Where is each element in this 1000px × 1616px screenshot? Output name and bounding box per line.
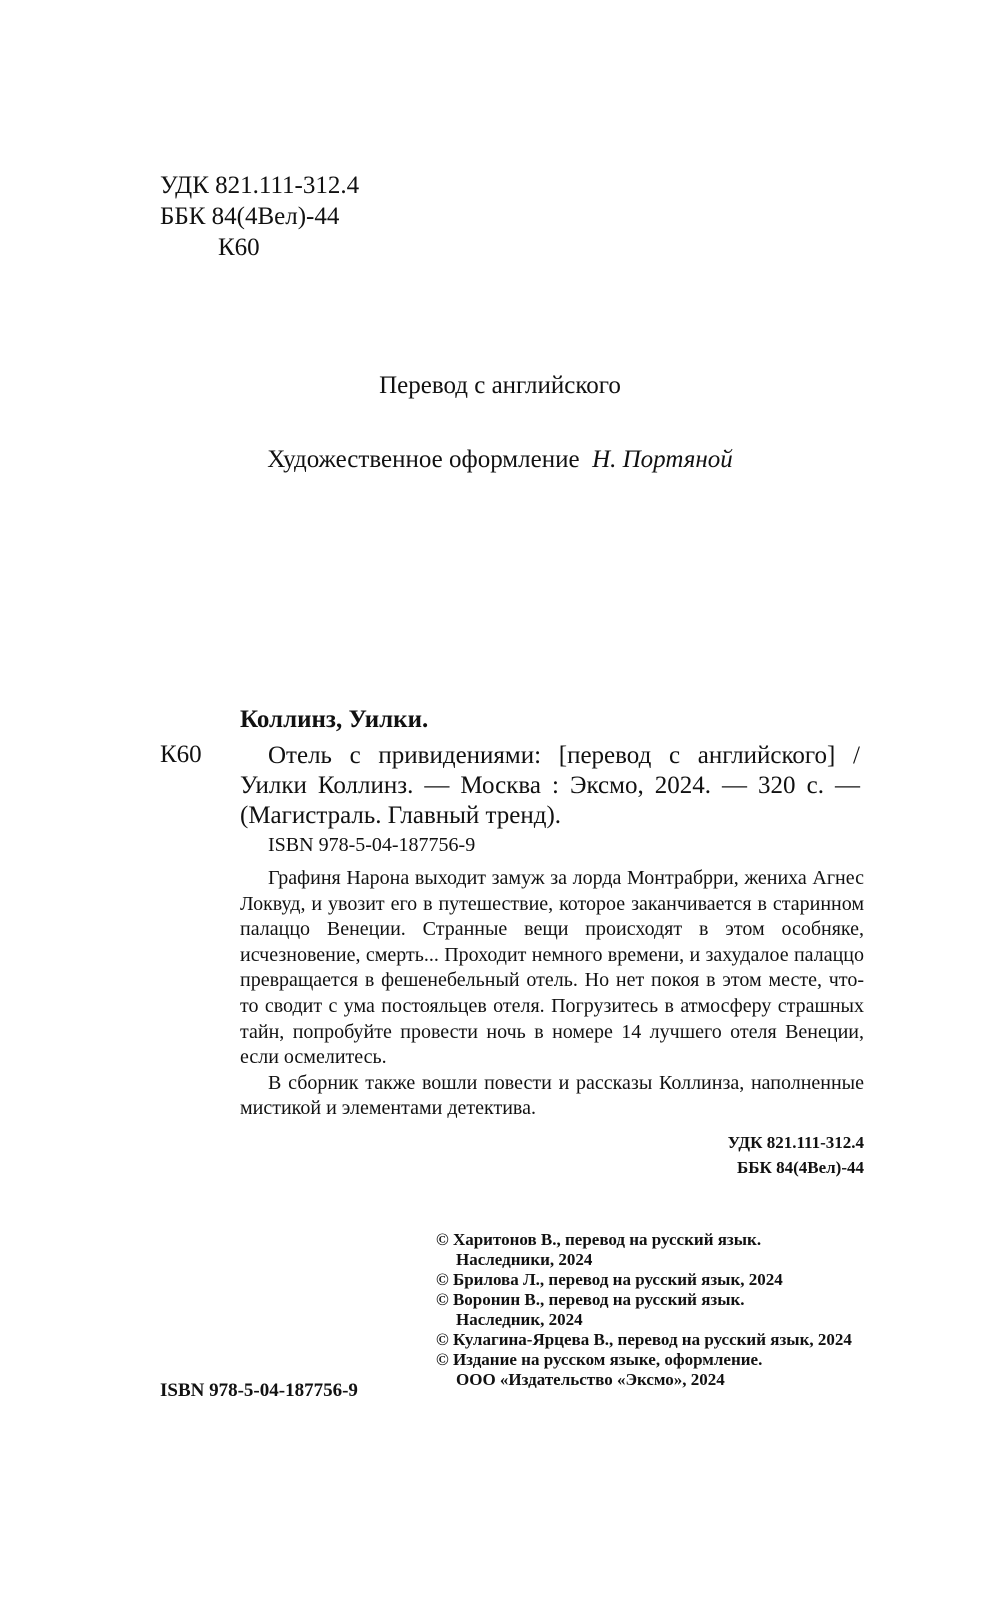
footer-bbk: ББК 84(4Вел)-44 — [737, 1158, 864, 1177]
header-codes — [160, 170, 359, 263]
isbn-bottom: ISBN 978-5-04-187756-9 — [160, 1380, 358, 1401]
artist-credit — [0, 446, 1000, 474]
copyright-list — [436, 1230, 852, 1390]
copyright-item: © Брилова Л., перевод на русский язык, 2024 — [436, 1270, 783, 1289]
artist-name: Н. Портяной — [592, 446, 733, 473]
bbk-code: ББК 84(4Вел)-44 — [160, 203, 340, 230]
copyright-item: © Воронин В., перевод на русский язык. Наследник, 2024 — [436, 1290, 745, 1329]
catalog-entry — [240, 741, 860, 831]
annotation-paragraph-2: В сборник также вошли повести и рассказы Коллинза, наполненные мистикой и элементами детектива. — [240, 1071, 864, 1120]
copyright-item: © Кулагина-Ярцева В., перевод на русский язык, 2024 — [436, 1330, 852, 1349]
footer-udk: УДК 821.111-312.4 — [727, 1133, 864, 1152]
catalog-author: Коллинз, Уилки. — [240, 706, 429, 733]
author-mark: К60 — [218, 234, 260, 261]
annotation-paragraph-1: Графиня Нарона выходит замуж за лорда Монтрабрри, жениха Агнес Локвуд, и увозит его в путешествие, которое заканчивается в старинном палаццо Венеции. Странные вещи происходят в этом особняке, исчезновение, смерть... Проходит немного времени, и захудалое палаццо превращается в фешенебельный отель. Но нет покоя в этом месте, что-то сводит с ума постояльцев отеля. Погрузитесь в атмосферу страшных тайн, попробуйте провести ночь в номере 14 лучшего отеля Венеции, если осмелитесь. — [240, 867, 864, 1069]
translation-note: Перевод с английского — [379, 372, 621, 399]
artist-label: Художественное оформление — [267, 446, 580, 473]
annotation — [240, 866, 864, 1122]
copyright-item: © Харитонов В., перевод на русский язык. Наследники, 2024 — [436, 1230, 762, 1269]
udk-code: УДК 821.111-312.4 — [160, 172, 360, 199]
catalog-isbn: ISBN 978-5-04-187756-9 — [268, 834, 476, 856]
catalog-mark: К60 — [160, 741, 202, 768]
footer-codes — [600, 1130, 864, 1180]
catalog-entry-text: Отель с привидениями: [перевод с английского] / Уилки Коллинз. — Москва : Эксмо, 2024. — 320 с. — (Магистраль. Главный тренд). — [240, 742, 860, 829]
copyright-item: © Издание на русском языке, оформление. ООО «Издательство «Эксмо», 2024 — [436, 1350, 763, 1389]
